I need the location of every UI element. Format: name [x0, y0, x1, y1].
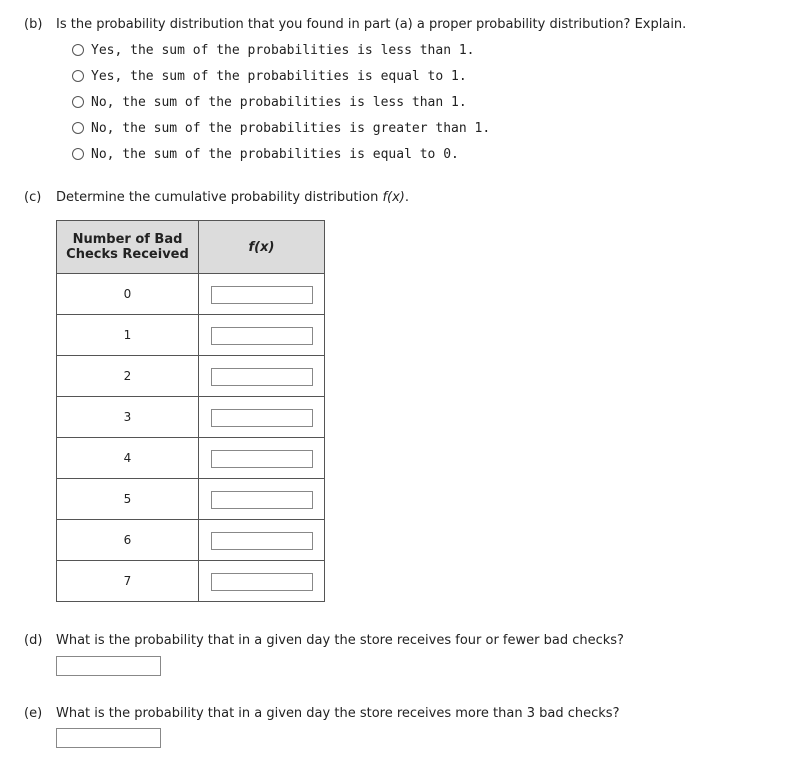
x-value: 6: [57, 520, 199, 561]
part-d-answer-input[interactable]: [56, 656, 161, 676]
part-d-label: (d): [24, 633, 43, 648]
fx-input-7[interactable]: [211, 573, 313, 591]
fx-input-4[interactable]: [211, 450, 313, 468]
option-no-less-than-1[interactable]: [72, 92, 467, 112]
part-c-question: [24, 190, 409, 205]
radio-button[interactable]: [72, 148, 84, 160]
option-label: No, the sum of the probabilities is less than 1.: [91, 94, 467, 110]
part-e-answer-input[interactable]: [56, 728, 161, 748]
x-value: 0: [57, 274, 199, 315]
fx-input-5[interactable]: [211, 491, 313, 509]
radio-button[interactable]: [72, 44, 84, 56]
option-label: Yes, the sum of the probabilities is less than 1.: [91, 42, 475, 58]
cumulative-distribution-table: [56, 220, 325, 602]
table-row: [57, 274, 325, 315]
option-yes-less-than-1[interactable]: [72, 40, 475, 60]
fx-cell: [199, 356, 325, 397]
x-value: 1: [57, 315, 199, 356]
fx-input-2[interactable]: [211, 368, 313, 386]
header-line-1: Number of Bad: [72, 232, 183, 247]
part-b-question-text: Is the probability distribution that you found in part (a) a proper probability distribution? Explain.: [56, 17, 687, 32]
fx-notation: f(x): [382, 190, 405, 205]
part-b-label: (b): [24, 17, 43, 32]
fx-cell: [199, 274, 325, 315]
header-line-2: Checks Received: [66, 247, 189, 262]
part-d-question: [24, 633, 624, 648]
option-no-equal-to-0[interactable]: [72, 144, 459, 164]
option-label: Yes, the sum of the probabilities is equal to 1.: [91, 68, 467, 84]
fx-input-1[interactable]: [211, 327, 313, 345]
table-row: [57, 397, 325, 438]
x-value: 4: [57, 438, 199, 479]
fx-cell: [199, 520, 325, 561]
x-value: 7: [57, 561, 199, 602]
option-yes-equal-to-1[interactable]: [72, 66, 467, 86]
part-e-question-text: What is the probability that in a given day the store receives more than 3 bad checks?: [56, 706, 620, 721]
table-row: [57, 438, 325, 479]
table-row: [57, 561, 325, 602]
radio-button[interactable]: [72, 122, 84, 134]
part-c-label: (c): [24, 190, 42, 205]
header-bad-checks: [57, 221, 199, 274]
option-label: No, the sum of the probabilities is greater than 1.: [91, 120, 491, 136]
fx-cell: [199, 561, 325, 602]
part-d-question-text: What is the probability that in a given day the store receives four or fewer bad checks?: [56, 633, 624, 648]
x-value: 2: [57, 356, 199, 397]
header-fx: f(x): [199, 221, 325, 274]
x-value: 3: [57, 397, 199, 438]
fx-cell: [199, 438, 325, 479]
radio-button[interactable]: [72, 70, 84, 82]
part-e-question: [24, 706, 619, 721]
fx-input-6[interactable]: [211, 532, 313, 550]
part-c-question-text: Determine the cumulative probability distribution: [56, 190, 383, 205]
part-c-question-end: .: [404, 190, 410, 205]
part-e-label: (e): [24, 706, 43, 721]
option-label: No, the sum of the probabilities is equal to 0.: [91, 146, 459, 162]
table-row: [57, 356, 325, 397]
x-value: 5: [57, 479, 199, 520]
fx-input-3[interactable]: [211, 409, 313, 427]
part-b-question: [24, 17, 686, 32]
fx-cell: [199, 397, 325, 438]
fx-cell: [199, 479, 325, 520]
option-no-greater-than-1[interactable]: [72, 118, 490, 138]
fx-cell: [199, 315, 325, 356]
radio-button[interactable]: [72, 96, 84, 108]
table-row: [57, 520, 325, 561]
table-row: [57, 315, 325, 356]
fx-input-0[interactable]: [211, 286, 313, 304]
table-header-row: [57, 221, 325, 274]
table-row: [57, 479, 325, 520]
